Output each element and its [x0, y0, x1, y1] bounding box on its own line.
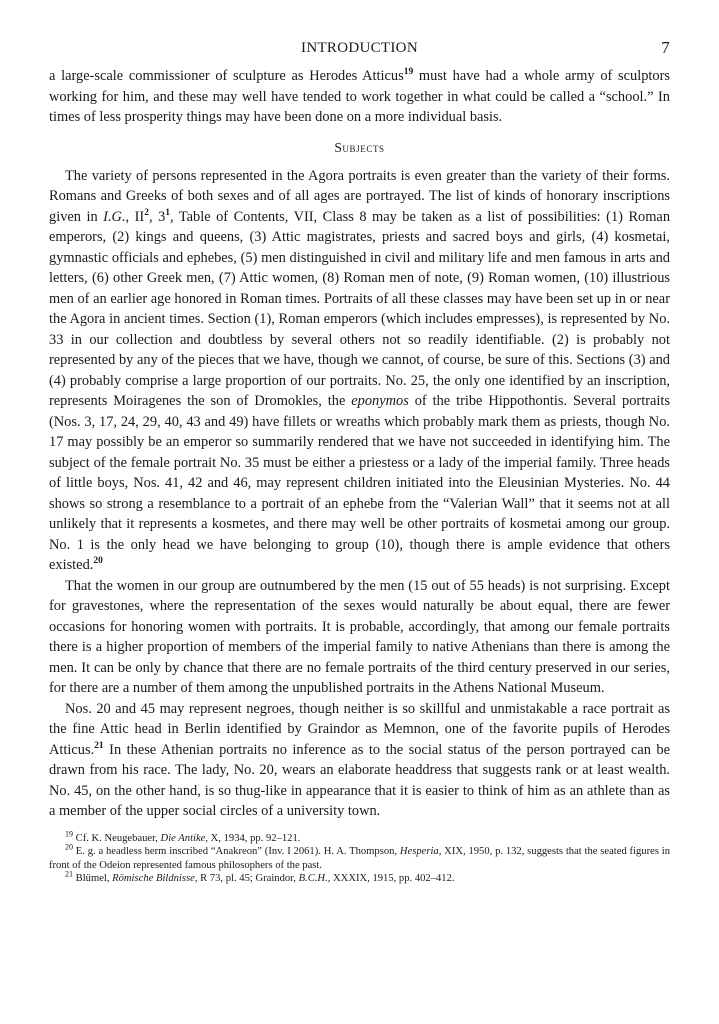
main-text: [49, 66, 670, 822]
page-number: 7: [661, 38, 670, 57]
footnote-ref-19[interactable]: 19: [403, 67, 414, 78]
footnote-ref-20[interactable]: 20: [93, 556, 103, 567]
page: [49, 38, 670, 886]
running-title: INTRODUCTION: [301, 40, 418, 56]
section-heading: Subjects: [334, 139, 385, 155]
running-header: [49, 38, 670, 66]
paragraph-subjects: The variety of persons represented in the Agora portraits is even greater than the variety of their forms. Romans and Greeks of both sexes and of all ages are portrayed. The list of kinds of honorary inscriptions given in I.G., $II^2$, $3^1$, Table of Contents, VII, Class 8 may be taken as a list of possibilities: (1) Roman emperors, (2) kings and queens, (3) Attic magistrates, priests and sacred boys and girls, (4) kosmetai, gymnastic officials and ephebes, (5) men distinguished in civil and military life and men famous in arts and letters, (6) other Greek men, (7) Attic women, (8) Roman men of note, (9) Roman women, (10) illustrious men of an earlier age honored in Roman times. Portraits of all these classes may have been set up in or near the Agora in ancient times. Section (1), Roman emperors (which includes empresses), is represented by No. 33 in our collection and doubtless by several others not so readily identifiable. (2) is probably not represented by any of the pieces that we have, though we cannot, of course, be sure of this. Sections (3) and (4) probably comprise a large proportion of our portraits. No. 25, the only one identified by an inscription, represents Moiragenes the son of Dromokles, the eponymos of the tribe Hippothontis. Several portraits (Nos. 3, 17, 24, 29, 40, 43 and 49) have fillets or wreaths which probably mark them as priests, though No. 17 may possibly be an emperor so summarily rendered that we have not succeeded in identifying him. The subject of the female portrait No. 35 must be either a priestess or a lady of the imperial family. Three heads of little boys, Nos. 41, 42 and 46, may represent children initiated into the Eleusinian Mysteries. No. 44 shows so strong a resemblance to a portrait of an ephebe from the “Valerian Wall” that it seems not at all unlikely that it represents a kosmetes, and there may well be other portraits of kosmetai among our group. No. 1 is the only head we have belonging to group (10), though there is ample evidence that others existed.$^{20}$: [49, 167, 671, 573]
paragraph-negroes: Nos. 20 and 45 may represent negroes, though neither is so skillful and unmistakable a race portrait as the fine Attic head in Berlin identified by Graindor as Memnon, one of the favorite pupils of Herodes Atticus.$^{21}$ In these Athenian portraits no inference as to the social status of the person portrayed can be drawn from his race. The lady, No. 20, wears an elaborate headdress that suggests rank or at least wealth. No. 45, on the other hand, is so thug-like in appearance that it is easier to think of him as an athlete than as a member of the upper social circles of a university town.: [49, 700, 670, 819]
footnote-19: $^{19}$ Cf. K. Neugebauer, Die Antike, X, 1934, pp. 92–121.: [65, 828, 301, 844]
footnote-20: $^{20}$ E. g. a headless herm inscribed “Anakreon” (Inv. I 2061). H. A. Thompson, Hesperia, XIX, 1950, p. 132, suggests that the seated figures in front of the Odeion represented famous philosophers of the past.: [49, 842, 670, 871]
footnotes: [49, 828, 670, 886]
paragraph-women: That the women in our group are outnumbered by the men (15 out of 55 heads) is not surprising. Except for gravestones, where the representation of the sexes would naturally be about equal, there are fewer occasions for honoring women with portraits. It is probable, accordingly, that among our female portraits there is a higher proportion of members of the imperial family to native Athenians than there is among the men. It can be only by chance that there are no female portraits of the third century preserved in our series, for there are a number of them among the unpublished portraits in the Athens National Museum.: [49, 577, 670, 696]
footnote-ref-21[interactable]: 21: [94, 740, 104, 751]
footnote-21: $^{21}$ Blümel, Römische Bildnisse, R 73, pl. 45; Graindor, B.C.H., XXXIX, 1915, pp. 402–412.: [65, 869, 455, 884]
paragraph-continued: a large-scale commissioner of sculpture as Herodes Atticus$^{19}$ must have had a whole army of sculptors working for him, and these may well have tended to work together in what could be called a “school.” In times of less prosperity things may have been done on a more individual basis.: [49, 67, 670, 125]
